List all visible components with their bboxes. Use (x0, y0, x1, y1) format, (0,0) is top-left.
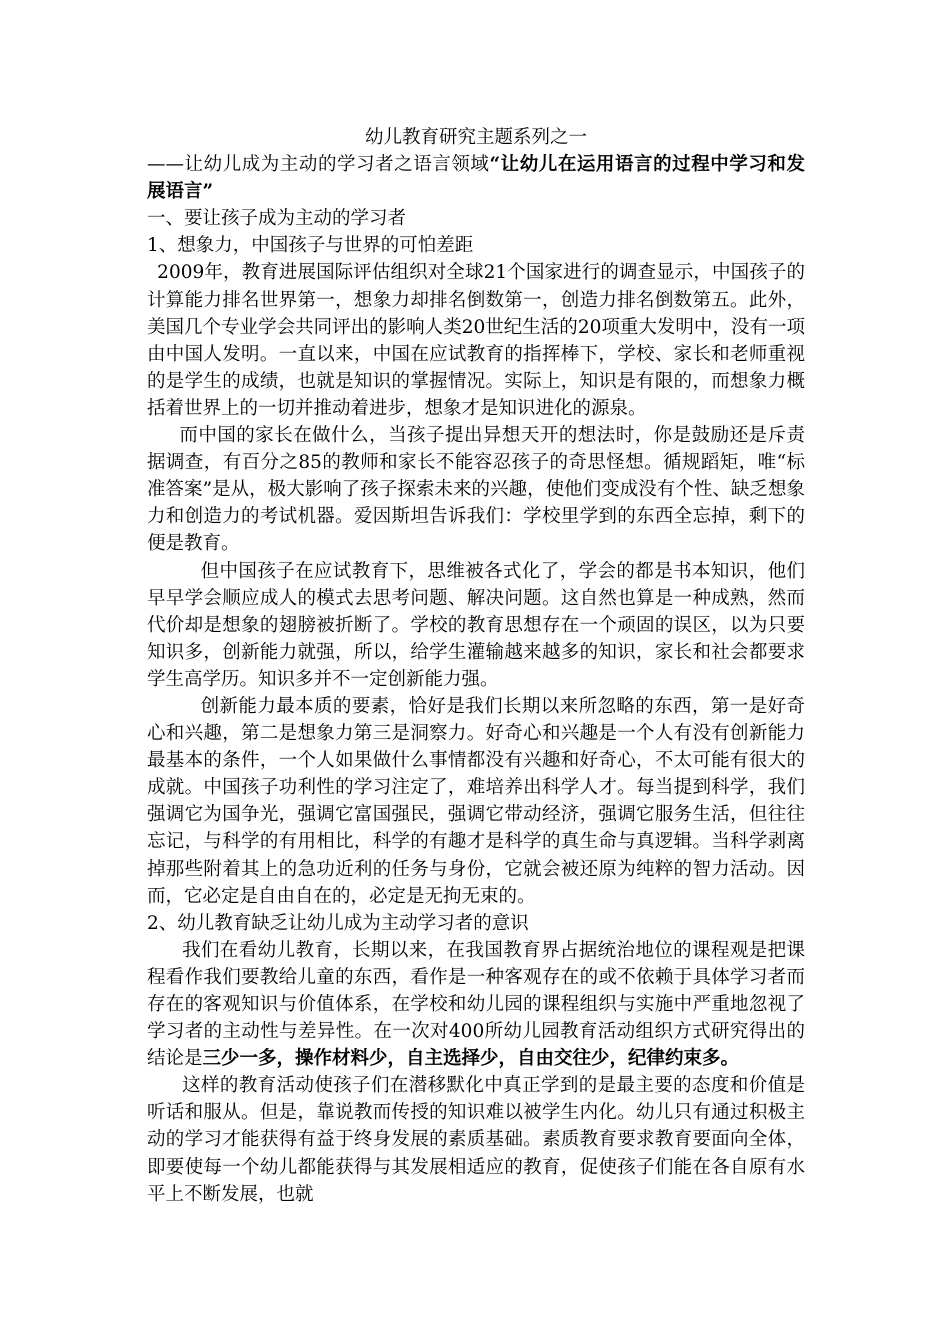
subtitle-bold: “让幼儿在运用语言的过程中学习和发展语言” (147, 154, 805, 203)
section-heading-1: 一、要让孩子成为主动的学习者 (147, 208, 407, 230)
paragraph-5 (147, 937, 805, 1072)
subtitle-prefix: ——让幼儿成为主动的学习者之语言领域 (147, 154, 490, 176)
paragraph-4: 创新能力最本质的要素，恰好是我们长期以来所忽略的东西，第一是好奇心和兴趣，第二是想象力第三是洞察力。好奇心和兴趣是一个人有没有创新能力最基本的条件，一个人如果做什么事情都没有兴趣和好奇心，不太可能有很大的成就。中国孩子功利性的学习注定了，难培养出科学人才。每当提到科学，我们强调它为国争光，强调它富国强民，强调它带动经济，强调它服务生活，但往往忘记，与科学的有用相比，科学的有趣才是科学的真生命与真逻辑。当科学剥离掉那些附着其上的急功近利的任务与身份，它就会被还原为纯粹的智力活动。因而，它必定是自由自在的，必定是无拘无束的。 (147, 695, 805, 907)
subsection-heading-1-2: 2、幼儿教育缺乏让幼儿成为主动学习者的意识 (147, 912, 529, 934)
paragraph-3: 但中国孩子在应试教育下，思维被各式化了，学会的都是书本知识，他们早早学会顺应成人的模式去思考问题、解决问题。这自然也算是一种成熟，然而代价却是想象的翅膀被折断了。学校的教育思想存在一个顽固的误区，以为只要知识多，创新能力就强，所以，给学生灌输越来越多的知识，家长和社会都要求学生高学历。知识多并不一定创新能力强。 (147, 560, 805, 690)
paragraph-6: 这样的教育活动使孩子们在潜移默化中真正学到的是最主要的态度和价值是听话和服从。但是，靠说教而传授的知识难以被学生内化。幼儿只有通过积极主动的学习才能获得有益于终身发展的素质基础。素质教育要求教育要面向全体，即要使每一个幼儿都能获得与其发展相适应的教育，促使孩子们能在各自原有水平上不断发展，也就 (147, 1075, 805, 1205)
document-page (147, 124, 805, 1208)
paragraph-5-text: 我们在看幼儿教育，长期以来，在我国教育界占据统治地位的课程观是把课程看作我们要教给儿童的东西，看作是一种客观存在的或不依赖于具体学习者而存在的客观知识与价值体系，在学校和幼儿园的课程组织与实施中严重地忽视了学习者的主动性与差异性。在一次对400所幼儿园教育活动组织方式研究得出的结论是 (147, 939, 805, 1070)
paragraph-1: 2009年，教育进展国际评估组织对全球21个国家进行的调查显示，中国孩子的计算能力排名世界第一，想象力却排名倒数第一，创造力排名倒数第五。此外，美国几个专业学会共同评出的影响人类20世纪生活的20项重大发明中，没有一项由中国人发明。一直以来，中国在应试教育的指挥棒下，学校、家长和老师重视的是学生的成绩，也就是知识的掌握情况。实际上，知识是有限的，而想象力概括着世界上的一切并推动着进步，想象才是知识进化的源泉。 (147, 262, 805, 419)
paragraph-5-bold: 三少一多，操作材料少，自主选择少，自由交往少，纪律约束多。 (202, 1048, 740, 1070)
document-title: 幼儿教育研究主题系列之一 (364, 127, 587, 148)
paragraph-2: 而中国的家长在做什么，当孩子提出异想天开的想法时，你是鼓励还是斥责据调查，有百分之85的教师和家长不能容忍孩子的奇思怪想。循规蹈矩，唯“标准答案”是从，极大影响了孩子探索未来的兴趣，使他们变成没有个性、缺乏想象力和创造力的考试机器。爱因斯坦告诉我们：学校里学到的东西全忘掉，剩下的便是教育。 (147, 425, 805, 555)
document-subtitle (147, 151, 805, 205)
subsection-heading-1-1: 1、想象力，中国孩子与世界的可怕差距 (147, 235, 474, 257)
